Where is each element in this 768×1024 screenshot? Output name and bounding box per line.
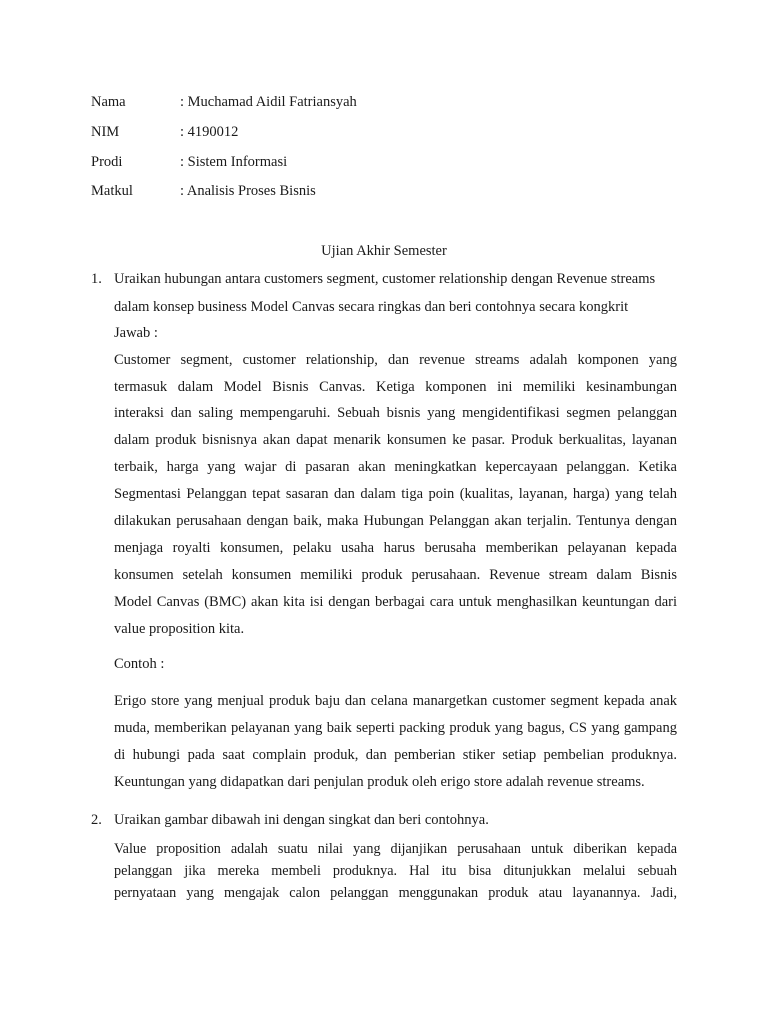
value-nim: : 4190012 [180, 124, 239, 140]
question-2-text: Uraikan gambar dibawah ini dengan singkat dan beri contohnya. [114, 812, 489, 828]
question-1-line-1: Uraikan hubungan antara customers segment, customer relationship dengan Revenue streams [114, 271, 656, 287]
answer-1-line-9: konsumen setelah konsumen memiliki produk perusahaan. Revenue stream dalam Bisnis [114, 567, 677, 583]
answer-1-line-1: Customer segment, customer relationship, dan revenue streams adalah komponen yang [114, 352, 677, 368]
example-1-label: Contoh : [114, 656, 165, 672]
answer-1-line-5: terbaik, harga yang wajar di pasaran akan meningkatkan kepercayaan pelanggan. Ketika [114, 459, 677, 475]
label-matkul: Matkul [91, 183, 133, 199]
answer-1-label: Jawab : [114, 325, 158, 341]
answer-1-line-7: dilakukan perusahaan dengan baik, maka Hubungan Pelanggan akan terjalin. Tentunya dengan [114, 513, 677, 529]
value-matkul: : Analisis Proses Bisnis [180, 183, 316, 199]
example-1-line-1: Erigo store yang menjual produk baju dan celana manargetkan customer segment kepada anak [114, 693, 677, 709]
answer-1-line-4: dalam produk bisnisnya akan dapat menarik konsumen ke pasar. Produk berkualitas, layanan [114, 432, 677, 448]
answer-1-line-2: termasuk dalam Model Bisnis Canvas. Ketiga komponen ini memiliki kesinambungan [114, 379, 677, 395]
answer-1-line-8: menjaga royalti konsumen, pelaku usaha harus berusaha memberikan pelayanan kepada [114, 540, 677, 556]
value-nama: : Muchamad Aidil Fatriansyah [180, 94, 357, 110]
example-1-line-4: Keuntungan yang didapatkan dari penjulan produk oleh erigo store adalah revenue streams. [114, 774, 645, 790]
answer-1-line-10: Model Canvas (BMC) akan kita isi dengan berbagai cara untuk menghasilkan keuntungan dari [114, 594, 677, 610]
answer-2-line-1: Value proposition adalah suatu nilai yang dijanjikan perusahaan untuk diberikan kepada [114, 841, 677, 857]
label-nama: Nama [91, 94, 126, 110]
question-2-number: 2. [91, 812, 102, 828]
answer-1-line-3: interaksi dan saling mempengaruhi. Sebuah bisnis yang mengidentifikasi segmen pelanggan [114, 405, 677, 421]
answer-2-line-2: pelanggan jika mereka membeli produknya. Hal itu bisa ditunjukkan melalui sebuah [114, 863, 677, 879]
label-prodi: Prodi [91, 154, 123, 170]
example-1-line-2: muda, memberikan pelayanan yang baik seperti packing produk yang bagus, CS yang gampang [114, 720, 677, 736]
value-prodi: : Sistem Informasi [180, 154, 288, 170]
answer-2-line-3: pernyataan yang mengajak calon pelanggan menggunakan produk atau layanannya. Jadi, [114, 885, 677, 901]
question-1-line-2: dalam konsep business Model Canvas secara ringkas dan beri contohnya secara kongkrit [114, 299, 629, 315]
answer-1-line-6: Segmentasi Pelanggan tepat sasaran dan dalam tiga poin (kualitas, layanan, harga) yang telah [114, 486, 677, 502]
document-title: Ujian Akhir Semester [321, 243, 447, 259]
question-1-number: 1. [91, 271, 102, 287]
label-nim: NIM [91, 124, 120, 140]
example-1-line-3: di hubungi pada saat complain produk, dan pemberian stiker setiap pembelian produknya. [114, 747, 677, 763]
answer-1-line-11: value proposition kita. [114, 621, 245, 637]
